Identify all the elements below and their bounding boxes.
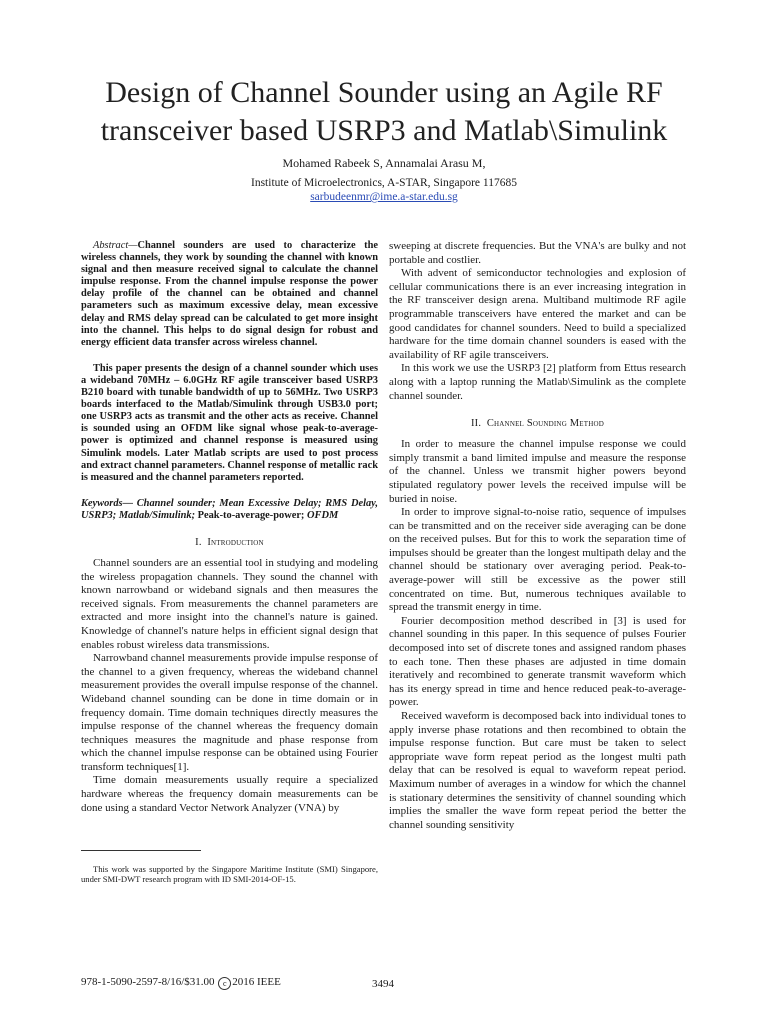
footnote-divider — [81, 850, 201, 851]
copyright-icon: c — [218, 977, 231, 990]
intro-paragraph: In this work we use the USRP3 [2] platform from Ettus research along with a laptop running the Matlab\Simulink as the complete channel sounder. — [389, 362, 686, 402]
email-link[interactable]: sarbudeenmr@ime.a-star.edu.sg — [310, 191, 458, 203]
section-number: II. — [470, 418, 482, 430]
intro-paragraph: With advent of semiconductor technologies and explosion of cellular communications there is an ever increasing integration in the RF transceiver design arena. Multiband multimode RF agile programmable transceivers have entered the market and can be good candidates for channel sounders. Need to build a specialized hardware for the time domain channel sounders is eased with the availability of RF agile transceivers. — [389, 267, 686, 361]
abstract-paragraph-2: This paper presents the design of a channel sounder which uses a wideband 70MHz – 6.0GHz RF agile transceiver based USRP3 B210 board with tunable bandwidth of up to 56MHz. Two USRP3 boards interfaced to the Matlab/Simulink through USB3.0 port; one USRP3 acts as transmit and the other acts as receive. Channel is sounded using an OFDM like signal whose peak-to-average-power is optimized and channel response is measured using Simulink models. Later Matlab scripts are used to post process and extract channel parameters. Channel response of metallic rack is measured and the channel parameters reported. — [81, 362, 378, 483]
method-paragraph: In order to improve signal-to-noise ratio, sequence of impulses can be transmitted and on the receiver side averaging can be done on the received pulses. But for this to work the separation time of impulses should be greater than the longest multipath delay and the channel should be stationary over averaging period. Peak-to-average-power will still be excessive as the power still concentrated on time. But, numerous techniques available to spread the transmit energy in time. — [389, 506, 686, 614]
method-paragraph: Fourier decomposition method described in [3] is used for channel sounding in this paper. In this sequence of pulses Fourier decomposed into set of discrete tones and assigned random phases to each tone. Then these phases are adjusted in time domain iteratively and recombined to generate transmit waveform which has its energy spread in time and hence reduced peak-to-average-power. — [389, 614, 686, 709]
abstract-label: Abstract— — [93, 240, 138, 251]
intro-paragraph: Narrowband channel measurements provide impulse response of the channel to a given frequency, whereas the wideband channel measurement provides the overall impulse response of the channel. Wideband channel sounding can be done in time domain or in frequency domain. Time domain techniques directly measures the impulse response of the channel whereas the frequency domain techniques measures the magnitude and phase response from which the channel impulse response can be obtained using Fourier transform techniques[1]. — [81, 652, 378, 773]
intro-paragraph: sweeping at discrete frequencies. But the VNA's are bulky and not portable and costlier. — [389, 240, 686, 266]
author-email — [60, 190, 708, 204]
funding-footnote: This work was supported by the Singapore Maritime Institute (SMI) Singapore, under SMI-DWT research program with ID SMI-2014-OF-15. — [81, 863, 378, 885]
method-paragraph: In order to measure the channel impulse response we could simply transmit a band limited impulse and measure the response of the channel. Unless we transmit higher powers beyond stipulated regulatory power levels the received impulse will be buried in noise. — [389, 438, 686, 505]
isbn-line — [81, 976, 281, 990]
section-title: Channel Sounding Method — [486, 418, 605, 430]
keywords-part-1: Channel sounder; Mean Excessive Delay; RMS Delay, USRP3; Matlab/Simulink; — [81, 497, 378, 521]
isbn-number: 978-1-5090-2597-8/16/$31.00 — [81, 976, 215, 988]
copyright-text: 2016 IEEE — [232, 976, 281, 988]
abstract-text: Channel sounders are used to characterize the wireless channels, they work by sounding the channel with known signal and then measure received signal to calculate the channel impulse response. From the channel impulse response the power delay profile of the channel can be obtained and channel parameters such as maximum excessive delay, mean excessive delay and RMS delay spread can be calculated to get more insight into the channel. This helps to do signal design for robust and energy efficient data transfer across wireless channel. — [81, 240, 378, 348]
keywords-part-3: OFDM — [304, 509, 339, 521]
right-column — [389, 240, 686, 832]
method-paragraph: Received waveform is decomposed back into individual tones to apply inverse phase rotations and then recombined to obtain the impulse response function. But care must be taken to select appropriate wave form repeat period as the longest multi path delay that can be resolved is equal to waveform repeat period. Maximum number of averages in a window for which the channel is stationary determines the sensitivity of channel sounding which implies the smaller the wave form repeat period the better the channel sounding sensitivity — [389, 710, 686, 831]
keywords — [81, 498, 378, 522]
page-number: 3494 — [372, 978, 394, 990]
section-number: I. — [195, 536, 202, 548]
author-affiliation: Institute of Microelectronics, A-STAR, Singapore 117685 — [251, 177, 517, 189]
section-heading-channel-sounding — [389, 417, 686, 430]
paper-title: Design of Channel Sounder using an Agile RF transceiver based USRP3 and Matlab\Simulink — [100, 76, 668, 147]
abstract — [81, 240, 378, 349]
author-list: Mohamed Rabeek S, Annamalai Arasu M, — [282, 156, 486, 170]
section-title: Introduction — [207, 536, 264, 548]
intro-paragraph: Channel sounders are an essential tool in studying and modeling the wireless propagation channels. They sound the channel with known narrowband or wideband signals and then measures the received signals. From measurements the channel parameters are extracted and more insight into the channel's nature is gained. Knowledge of channel's nature helps in efficient signal design that enables robust wireless data transmissions. — [81, 556, 378, 651]
left-column — [81, 240, 378, 815]
keywords-label: Keywords— — [81, 497, 133, 509]
intro-paragraph: Time domain measurements usually require a specialized hardware whereas the frequency domain measurements can be done using a standard Vector Network Analyzer (VNA) by — [81, 774, 378, 814]
section-heading-introduction — [81, 536, 378, 549]
keywords-part-2: Peak-to-average-power; — [195, 509, 305, 521]
